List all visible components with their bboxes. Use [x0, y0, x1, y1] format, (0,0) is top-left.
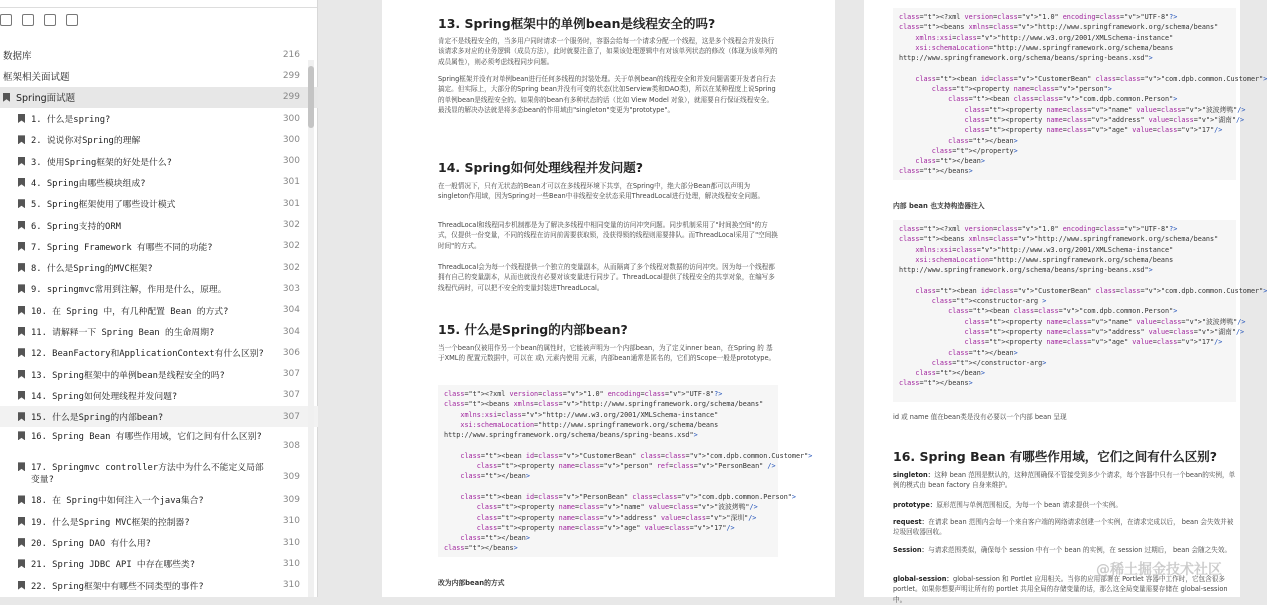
outline-item[interactable] — [0, 532, 318, 553]
outline-item-label: 7. Spring Framework 有哪些不同的功能? — [31, 242, 213, 253]
outline-item-page: 301 — [282, 177, 300, 188]
outline-item[interactable] — [0, 236, 318, 257]
outline-item[interactable] — [0, 363, 318, 384]
bookmark-icon — [18, 495, 25, 504]
sidebar-scrollbar-track[interactable] — [308, 60, 314, 597]
outline-item-page: 300 — [282, 156, 300, 167]
outline-sidebar — [0, 0, 318, 597]
outline-item-label: 框架相关面试题 — [3, 71, 70, 83]
outline-item-page: 299 — [282, 70, 300, 81]
outline-item-label: 6. Spring支持的ORM — [31, 221, 121, 232]
outline-item-page: 307 — [282, 369, 300, 380]
bookmark-icon — [18, 462, 25, 471]
bookmark-icon — [18, 157, 25, 166]
outline-item-page: 301 — [282, 198, 300, 209]
outline-item-page: 302 — [282, 262, 300, 273]
outline-item-page: 310 — [282, 516, 300, 527]
outline-item-label: 14. Spring如何处理线程并发问题? — [31, 391, 178, 402]
sidebar-toolbar — [0, 8, 317, 32]
outline-item-page: 304 — [282, 305, 300, 316]
bookmark-icon — [18, 284, 25, 293]
bookmark-icon — [18, 517, 25, 526]
sidebar-scrollbar-thumb[interactable] — [308, 66, 314, 128]
outline-item[interactable] — [0, 458, 318, 489]
bookmark-icon — [18, 114, 25, 123]
bookmark-icon — [18, 199, 25, 208]
sidebar-top-strip — [0, 0, 317, 8]
outline-item[interactable] — [0, 278, 318, 299]
bookmark-icon — [18, 221, 25, 230]
bookmark-icon — [18, 431, 25, 440]
outline-item-page: 303 — [282, 283, 300, 294]
heading-16: 16. Spring Bean 有哪些作用域，它们之间有什么区别? — [893, 449, 1218, 464]
bookmark-icon — [18, 412, 25, 421]
bookmark-icon — [18, 242, 25, 251]
outline-item-label: 数据库 — [3, 50, 32, 62]
outline-item[interactable] — [0, 385, 318, 406]
scope-definition — [893, 470, 1236, 491]
outline-item-page: 300 — [282, 134, 300, 145]
paragraph-13b: Spring框架并没有对单例bean进行任何多线程的封装处理。关于单例bean的线程安全和并发问题需要开发者自行去搞定。但实际上，大部分的Spring bean并没有可变的状态(比如Serview类和DAO类)，所以在某种程度上说Spring的单例bean是线程安全的。如果你的bean有多种状态的话（比如 View Model 对象），就需要自行保证线程安全。最浅显的解决办法就是将多态bean的作用域由"singleton"变更为"prototype"。 — [438, 75, 776, 115]
bookmark-icon — [18, 178, 25, 187]
outline-item-page: 310 — [282, 558, 300, 569]
outline-item-page: 300 — [282, 113, 300, 124]
bookmark-icon — [18, 559, 25, 568]
outline-item[interactable] — [0, 427, 318, 458]
code-block-inner-bean: class="t"><?xml version=class="v">"1.0" encoding=class="v">"UTF-8"?> class="t"><beans xmlns=class="v">"http://www.springframework.org/schema/beans" xmlns:xsi=class="v">"http://www.w3.org/2001/XMLSchema-instance" xsi:schemaLocation="http://www.springframework.org/schema/beans http://www.springframework.org/schema/beans/spring-beans.xsd"> class="t"><bean id=class="v">"CustomerBean" class=class="v">"com.dpb.common.Customer"> class="t"><property name=class="v">"person" ref=class="v">"PersonBean" /> class="t"></bean> class="t"><bean id=class="v">"PersonBean" class=class="v">"com.dpb.common.Person"> class="t"><property name=class="v">"name" value=class="v">"波波烤鸭"/> class="t"><property name=class="v">"address" value=class="v">"深圳"/> class="t"><property name=class="v">"age" value=class="v">"17"/> class="t"></bean> class="t"></beans> — [438, 385, 778, 557]
outline-item-label: 8. 什么是Spring的MVC框架? — [31, 264, 153, 275]
outline-item-page: 216 — [282, 49, 300, 60]
scope-text: 与请求范围类似，确保每个 session 中有一个 bean 的实例，在 session 过期后， bean 会随之失效。 — [928, 546, 1232, 554]
outline-item-label: 10. 在 Spring 中，有几种配置 Bean 的方式? — [31, 306, 229, 317]
code-block-property-inner-bean: class="t"><?xml version=class="v">"1.0" encoding=class="v">"UTF-8"?> class="t"><beans xmlns=class="v">"http://www.springframework.org/schema/beans" xmlns:xsi=class="v">"http://www.w3.org/2001/XMLSchema-instance" xsi:schemaLocation="http://www.springframework.org/schema/beans http://www.springframework.org/schema/beans/spring-beans.xsd"> class="t"><bean id=class="v">"CustomerBean" class=class="v">"com.dpb.common.Customer"> class="t"><property name=class="v">"person"> class="t"><bean class=class="v">"com.dpb.common.Person"> class="t"><property name=class="v">"name" value=class="v">"波波烤鸭"/> class="t"><property name=class="v">"address" value=class="v">"湖南"/> class="t"><property name=class="v">"age" value=class="v">"17"/> class="t"></bean> class="t"></property> class="t"></bean> class="t"></beans> — [893, 8, 1236, 180]
outline-item-page: 302 — [282, 241, 300, 252]
bookmark-icon[interactable] — [66, 14, 78, 26]
outline-item[interactable] — [0, 129, 318, 150]
outline-item-label: 15. 什么是Spring的内部bean? — [31, 413, 164, 424]
heading-14: 14. Spring如何处理线程并发问题? — [438, 160, 643, 175]
outline-item-label: 18. 在 Spring中如何注入一个java集合? — [31, 496, 204, 507]
outline-item-page: 304 — [282, 326, 300, 337]
outline-item[interactable] — [0, 87, 318, 108]
outline-item[interactable] — [0, 300, 318, 321]
outline-item-page: 307 — [282, 390, 300, 401]
heading-13: 13. Spring框架中的单例bean是线程安全的吗? — [438, 16, 716, 31]
outline-item-label: 20. Spring DAO 有什么用? — [31, 539, 151, 550]
outline-item-page: 308 — [282, 441, 300, 452]
outline-item[interactable] — [0, 489, 318, 510]
outline-item-label: 12. BeanFactory和ApplicationContext有什么区别? — [31, 349, 264, 360]
scope-term: prototype： — [893, 501, 937, 509]
paragraph-15: 当一个bean仅被用作另一个bean的属性时，它能被声明为一个内部bean，为了定义inner bean，在Spring 的 基于XML的 配置元数据中，可以在 或\ 元素内使用 元素，内部bean通常是匿名的，它们的Scope一般是prototype。 — [438, 344, 776, 363]
outline-item[interactable] — [0, 406, 318, 427]
outline-item-label: 4. Spring由哪些模块组成? — [31, 178, 146, 189]
add-bookmark-icon[interactable] — [44, 14, 56, 26]
outline-item-page: 306 — [282, 347, 300, 358]
outline-item-label: 3. 使用Spring框架的好处是什么? — [31, 157, 172, 168]
outline-item[interactable] — [0, 150, 318, 171]
outline-item[interactable] — [0, 321, 318, 342]
outline-item[interactable] — [0, 193, 318, 214]
paragraph-13a: 肯定不是线程安全的，当多用户同时请求一个服务时，容器会给每一个请求分配一个线程，这是多个线程会并发执行该请求多对应的业务逻辑（成员方法），此时就要注意了，如果该处理逻辑中有对该单列状态的修改（体现为该单列的成员属性），则必须考虑线程同步问题。 — [438, 37, 778, 66]
scope-text: 这种 bean 范围是默认的，这种范围确保不管接受到多少个请求，每个容器中只有一个bean的实例，单例的模式由 bean factory 自身来维护。 — [893, 471, 1236, 490]
document-page-left — [382, 0, 835, 597]
outline-item-label: 1. 什么是spring? — [31, 115, 111, 126]
heading-15: 15. 什么是Spring的内部bean? — [438, 322, 628, 337]
outline-item-page: 310 — [282, 537, 300, 548]
outline-item-page: 302 — [282, 220, 300, 231]
paragraph-14a: 在一般情况下，只有无状态的Bean才可以在多线程环境下共享，在Spring中，绝大部分Bean都可以声明为singleton作用域，因为Spring对一些Bean中非线程安全状态采用ThreadLocal进行处理，解决线程安全问题。 — [438, 182, 765, 201]
scope-definition — [893, 500, 1236, 510]
scope-definition — [893, 545, 1236, 555]
outline-item-page: 309 — [282, 494, 300, 505]
scope-text: global-session 和 Portlet 应用相关。当你的应用部署在 Portlet 容器中工作时，它包含很多 portlet。如果你想要声明让所有的 portlet 共用全局的存储变量的话，那么这全局变量需要存储在 global-session 中。 — [893, 575, 1228, 604]
outline-item-label: 5. Spring框架使用了哪些设计模式 — [31, 200, 176, 211]
outline-item-label: 16. Spring Bean 有哪些作用域，它们之间有什么区别? — [31, 432, 262, 443]
outline-item-label: 9. springmvc常用到注解，作用是什么，原理。 — [31, 285, 227, 296]
expand-icon[interactable] — [22, 14, 34, 26]
watermark: @稀土掘金技术社区 — [1096, 562, 1222, 578]
scope-term: global-session： — [893, 575, 954, 583]
outline-item[interactable] — [0, 575, 318, 596]
scope-definition — [893, 517, 1236, 538]
bookmark-icon — [18, 263, 25, 272]
outline-item-page: 310 — [282, 580, 300, 591]
scope-term: request： — [893, 518, 929, 526]
outline-item[interactable] — [0, 65, 318, 86]
bookmark-icon — [18, 327, 25, 336]
bookmark-icon — [3, 93, 10, 102]
outline-item-label: 19. 什么是Spring MVC框架的控制器? — [31, 517, 190, 528]
note-inner-bean: id 或 name 值在bean类是没有必要以一个内部 bean 呈现 — [893, 413, 1067, 421]
bookmark-icon — [18, 538, 25, 547]
paragraph-14c: ThreadLocal会为每一个线程提供一个独立的变量副本，从而隔离了多个线程对数据的访问冲突。因为每一个线程都拥有自己的变量副本，从而也就没有必要对该变量进行同步了。ThreadLocal提供了线程安全的共享对象，在编写多线程代码时，可以把不安全的变量封装进ThreadLocal。 — [438, 263, 775, 292]
bookmark-icon — [18, 348, 25, 357]
outline-icon[interactable] — [0, 14, 12, 26]
outline-item[interactable] — [0, 342, 318, 363]
outline-item-label: 21. Spring JDBC API 中存在哪些类? — [31, 560, 196, 571]
outline-item-label: 17. Springmvc controller方法中为什么不能定义局部变量? — [31, 463, 264, 486]
outline-item-label: Spring面试题 — [16, 93, 76, 105]
outline-item-label: 2. 说说你对Spring的理解 — [31, 136, 141, 147]
bookmark-icon — [18, 581, 25, 590]
outline-item-label: 22. Spring框架中有哪些不同类型的事件? — [31, 581, 204, 592]
code-block-constructor-inner-bean: class="t"><?xml version=class="v">"1.0" encoding=class="v">"UTF-8"?> class="t"><beans xmlns=class="v">"http://www.springframework.org/schema/beans" xmlns:xsi=class="v">"http://www.w3.org/2001/XMLSchema-instance" xsi:schemaLocation="http://www.springframework.org/schema/beans http://www.springframework.org/schema/beans/spring-beans.xsd"> class="t"><bean id=class="v">"CustomerBean" class=class="v">"com.dpb.common.Customer"> class="t"><constructor-arg > class="t"><bean class=class="v">"com.dpb.common.Person"> class="t"><property name=class="v">"name" value=class="v">"波波烤鸭"/> class="t"><property name=class="v">"address" value=class="v">"湖南"/> class="t"><property name=class="v">"age" value=class="v">"17"/> class="t"></bean> class="t"></constructor-arg> class="t"></bean> class="t"></beans> — [893, 220, 1236, 402]
outline-item[interactable] — [0, 172, 318, 193]
outline-item-page: 307 — [282, 411, 300, 422]
paragraph-14b: ThreadLocal和线程同步机制都是为了解决多线程中相同变量的访问冲突问题。同步机制采用了"时间换空间"的方式，仅提供一份变量，不同的线程在访问前需要获取锁，没获得锁的线程则需要排队。而ThreadLocal采用了"空间换时间"的方式。 — [438, 221, 778, 250]
bookmark-icon — [18, 135, 25, 144]
document-page-right — [864, 0, 1267, 604]
outline-item[interactable] — [0, 257, 318, 278]
outline-item-label: 11. 请解释一下 Spring Bean 的生命周期? — [31, 328, 215, 338]
scope-term: Session： — [893, 546, 929, 554]
outline-item[interactable] — [0, 511, 318, 532]
bookmark-icon — [18, 370, 25, 379]
outline-item-label: 13. Spring框架中的单例bean是线程安全的吗? — [31, 370, 225, 381]
outline-item-page: 309 — [282, 472, 300, 483]
scope-text: 原形范围与单例范围相反，为每一个 bean 请求提供一个实例。 — [936, 501, 1122, 509]
bookmark-icon — [18, 306, 25, 315]
label-constructor-injection: 内部 bean 也支持构造器注入 — [893, 202, 985, 210]
outline-item[interactable] — [0, 44, 318, 65]
outline-item[interactable] — [0, 214, 318, 235]
scope-term: singleton： — [893, 471, 935, 479]
outline-item[interactable] — [0, 108, 318, 129]
outline-list — [0, 44, 318, 596]
outline-item-page: 299 — [282, 92, 300, 103]
caption-inner-bean: 改为内部bean的方式 — [438, 579, 505, 587]
scope-text: 在请求 bean 范围内会每一个来自客户端的网络请求创建一个实例，在请求完成以后， bean 会失效并被垃圾回收器回收。 — [893, 518, 1234, 537]
outline-item[interactable] — [0, 553, 318, 574]
bookmark-icon — [18, 391, 25, 400]
